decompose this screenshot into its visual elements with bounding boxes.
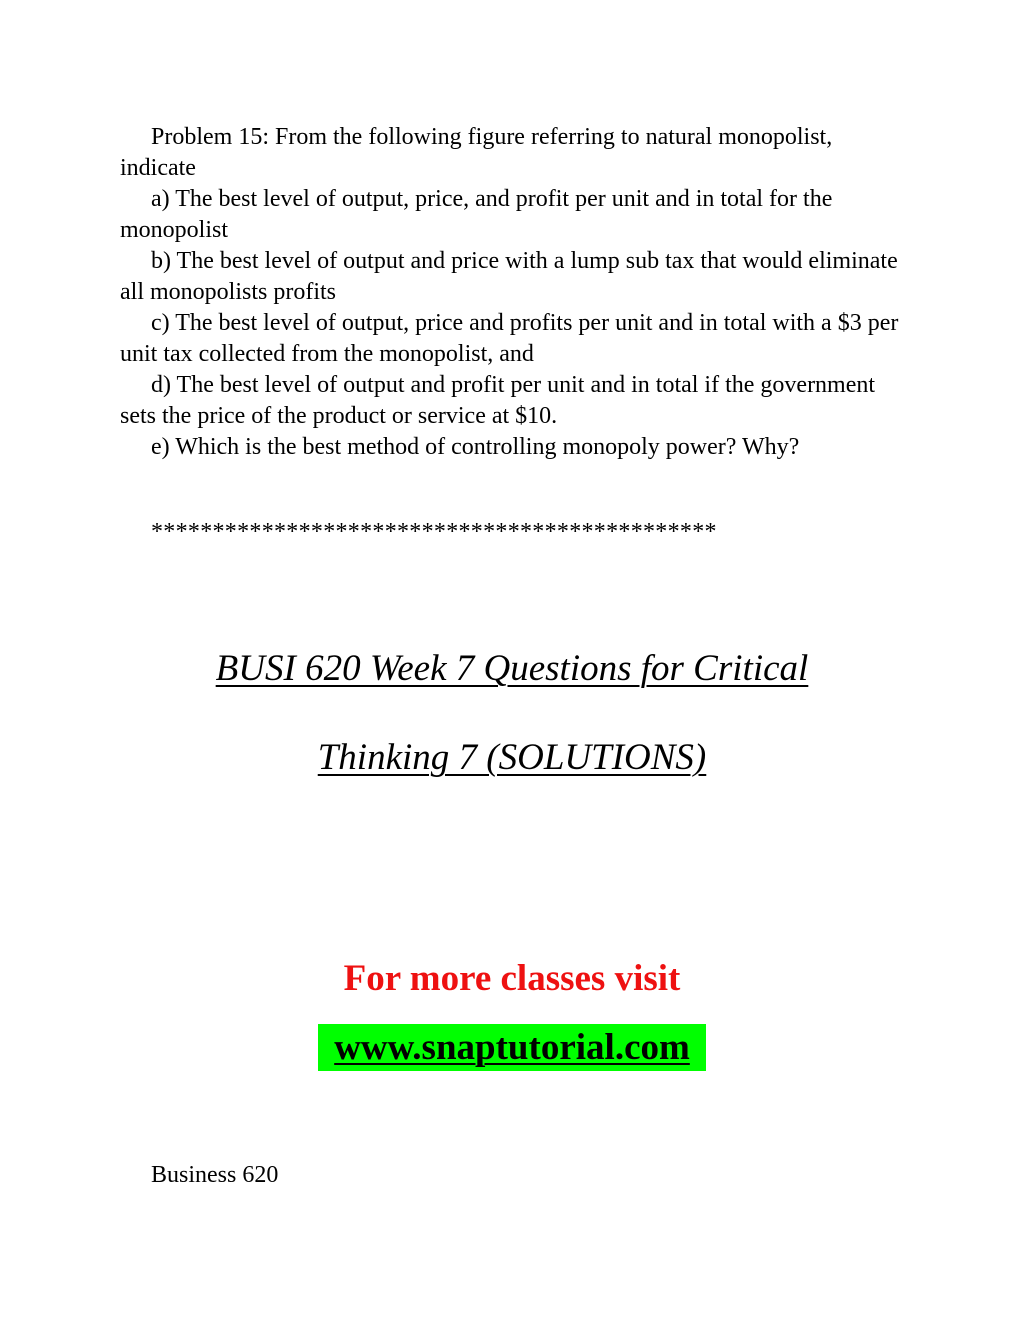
problem-part-c: c) The best level of output, price and profits per unit and in total with a $3 per unit tax collected from the monopolist, and bbox=[120, 310, 899, 367]
asterisk-separator: ********************************************** bbox=[151, 519, 717, 545]
title-line-1-text: BUSI 620 Week 7 Questions for Critical bbox=[215, 648, 809, 689]
promo-text: For more classes visit bbox=[343, 958, 681, 999]
problem-part-b: b) The best level of output and price with a lump sub tax that would eliminate all monopolists profits bbox=[120, 248, 898, 305]
problem-intro: Problem 15: From the following figure referring to natural monopolist, indicate bbox=[120, 124, 833, 181]
title-line-1 bbox=[0, 647, 1024, 691]
course-label: Business 620 bbox=[151, 1162, 279, 1188]
problem-part-e: e) Which is the best method of controlling monopoly power? Why? bbox=[151, 434, 800, 460]
problem-part-d: d) The best level of output and profit per unit and in total if the government sets the price of the product or service at $10. bbox=[120, 372, 876, 429]
problem-statement bbox=[120, 122, 910, 463]
website-link[interactable]: www.snaptutorial.com bbox=[318, 1024, 706, 1071]
title-line-2 bbox=[0, 736, 1024, 780]
title-line-2-text: Thinking 7 (SOLUTIONS) bbox=[317, 737, 707, 778]
problem-part-a: a) The best level of output, price, and profit per unit and in total for the monopolist bbox=[120, 186, 833, 243]
